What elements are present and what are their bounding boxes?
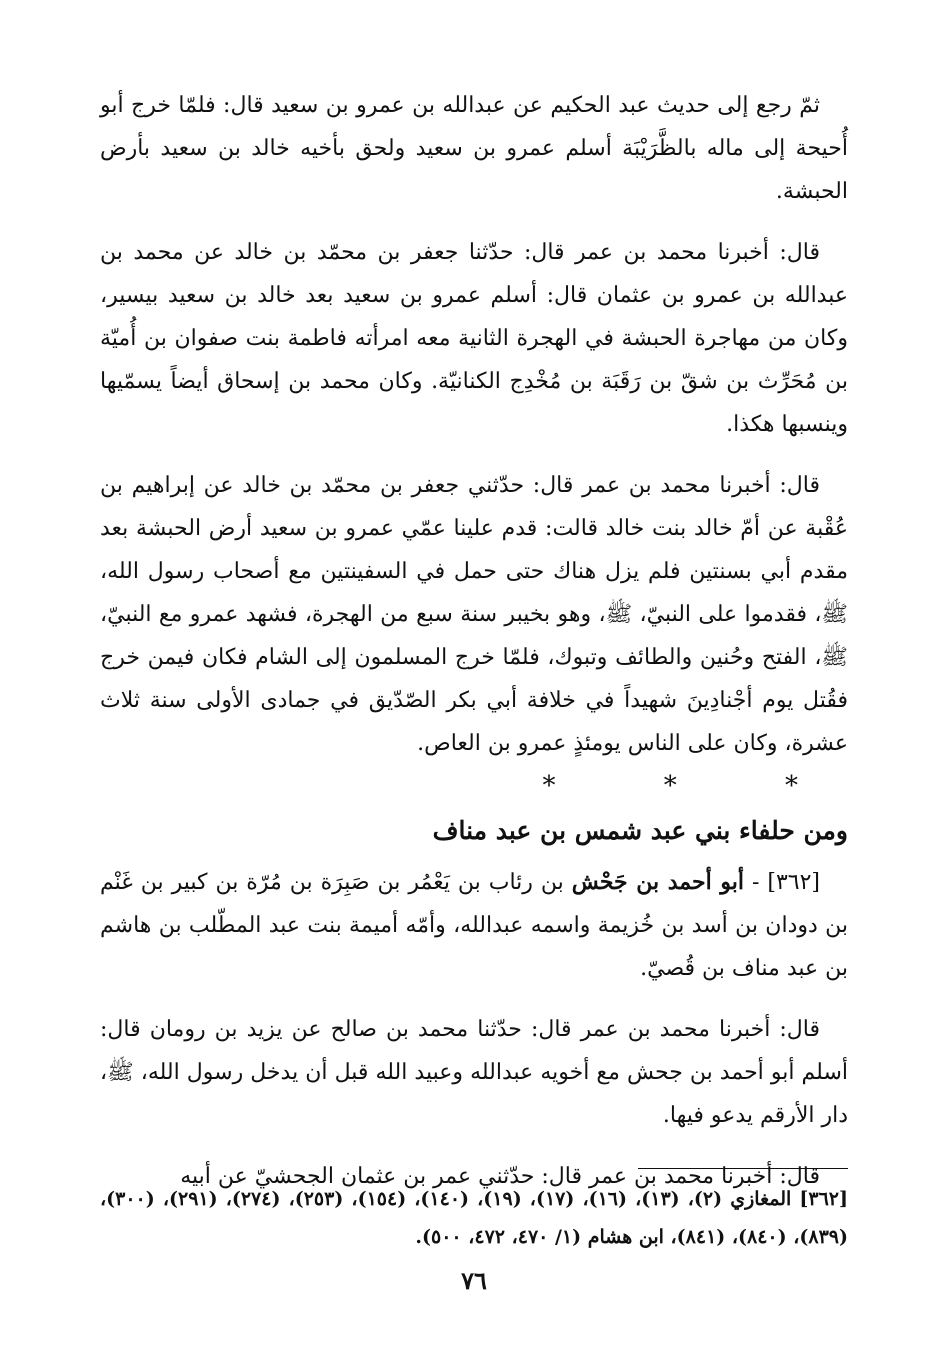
footnote-divider	[638, 1168, 848, 1169]
footnote: [٣٦٢] المغازي (٢)، (١٣)، (١٦)، (١٧)، (١٩)، (١٤٠)، (١٥٤)، (٢٥٣)، (٢٧٤)، (٢٩١)، (٣٠٠)، (٨٣٩)، (٨٤٠)، (٨٤١)، ابن هشام (١/ ٤٧٠، ٤٧٢، ٥٠٠).	[100, 1188, 849, 1248]
entry-number: [٣٦٢] -	[751, 870, 821, 895]
section-heading: ومن حلفاء بني عبد شمس بن عبد مناف	[432, 816, 848, 845]
entry-text: بن رئاب بن يَعْمُر بن صَبِرَة بن مُرّة بن كبير بن غَنْم بن دودان بن أسد بن خُزيمة واسمه عبدالله، وأمّه أميمة بنت عبد المطّلب بن هاشم بن عبد مناف بن قُصيّ.	[100, 870, 848, 981]
paragraph-2: قال: أخبرنا محمد بن عمر قال: حدّثنا جعفر بن محمّد بن خالد عن محمد بن عبدالله بن عمرو بن عثمان قال: أسلم عمرو بن سعيد بعد خالد بن سعيد بيسير، وكان من مهاجرة الحبشة في الهجرة الثانية معه امرأته فاطمة بنت صفوان بن أُميّة بن مُحَرِّث بن شقّ بن رَقَبَة بن مُخْدِج الكنانيّة. وكان محمد بن إسحاق أيضاً يسمّيها وينسبها هكذا.	[100, 240, 848, 437]
paragraph-3: قال: أخبرنا محمد بن عمر قال: حدّثني جعفر بن محمّد بن خالد عن إبراهيم بن عُقْبة عن أمّ خالد بنت خالد قالت: قدم علينا عمّي عمرو بن سعيد أرض الحبشة بعد مقدم أبي بسنتين فلم يزل هناك حتى حمل في السفينتين مع أصحاب رسول الله، ﷺ، فقدموا على النبيّ، ﷺ، وهو بخيبر سنة سبع من الهجرة، فشهد عمرو مع النبيّ، ﷺ، الفتح وحُنين والطائف وتبوك، فلمّا خرج المسلمون إلى الشام فكان فيمن خرج فقُتل يوم أجْنادِينَ شهيداً في خلافة أبي بكر الصّدّيق في جمادى الأولى سنة ثلاث عشرة، وكان على الناس يومئذٍ عمرو بن العاص.	[100, 473, 848, 756]
paragraph-5: قال: أخبرنا محمد بن عمر قال: حدّثني عمر بن عثمان الجحشيّ عن أبيه	[180, 1164, 820, 1189]
paragraph-4: قال: أخبرنا محمد بن عمر قال: حدّثنا محمد بن صالح عن يزيد بن رومان قال: أسلم أبو أحمد بن جحش مع أخويه عبدالله وعبيد الله قبل أن يدخل رسول الله، ﷺ، دار الأرقم يدعو فيها.	[100, 1017, 848, 1128]
paragraph-1: ثمّ رجع إلى حديث عبد الحكيم عن عبدالله بن عمرو بن سعيد قال: فلمّا خرج أبو أُحيحة إلى ماله بالظَّرَيْبَة أسلم عمرو بن سعيد ولحق بأخيه خالد بن سعيد بأرض الحبشة.	[100, 93, 848, 204]
page-number: ٧٦	[461, 1266, 487, 1295]
entry-362	[100, 861, 848, 990]
separator-stars: * * *	[542, 771, 848, 801]
main-text-upper	[100, 84, 848, 1198]
entry-name: أبو أحمد بن جَحْش	[571, 869, 744, 895]
